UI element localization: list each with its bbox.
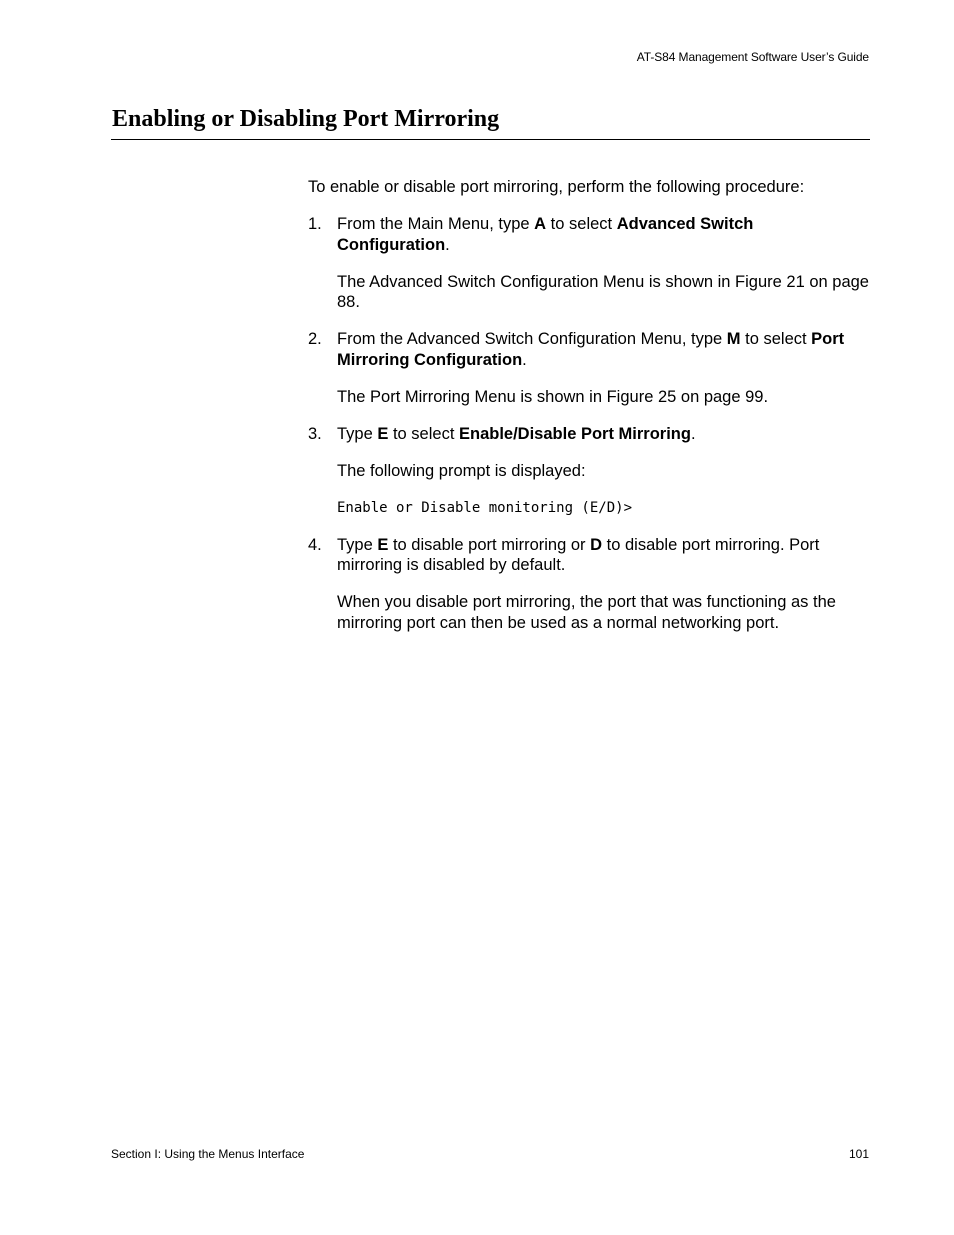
step-text: to disable port mirroring. Port mirroring is disabled by default. (337, 535, 820, 574)
console-prompt: Enable or Disable monitoring (E/D)> (337, 499, 633, 516)
step-number: 4. (308, 535, 322, 554)
step-3 (308, 424, 870, 519)
footer-section-label: Section I: Using the Menus Interface (111, 1147, 305, 1161)
step-key: E (377, 424, 389, 443)
step-text: to select (546, 215, 617, 233)
step-menu-option: Enable/Disable Port Mirroring (459, 424, 691, 443)
title-rule (111, 139, 870, 140)
step-note: The following prompt is displayed: (337, 461, 586, 480)
step-number: 1. (308, 215, 322, 233)
step-note: The Advanced Switch Configuration Menu is shown in Figure 21 on page 88. (337, 272, 869, 311)
step-key: M (726, 330, 741, 348)
step-instruction (337, 424, 870, 445)
step-text: to select (388, 424, 459, 443)
step-text: . (690, 424, 696, 443)
step-text: From the Advanced Switch Configuration Menu, type (337, 330, 727, 348)
step-instruction (337, 329, 870, 370)
step-instruction (337, 535, 870, 576)
step-number: 3. (308, 424, 322, 443)
step-menu-option: Port Mirroring Configuration (337, 330, 845, 369)
step-menu-option: Advanced Switch Configuration (337, 215, 754, 254)
step-text: From the Main Menu, type (337, 215, 535, 233)
step-text: . (445, 235, 450, 254)
running-header: AT-S84 Management Software User’s Guide (636, 50, 869, 64)
step-note: The Port Mirroring Menu is shown in Figure 25 on page 99. (337, 387, 769, 406)
step-2 (308, 329, 870, 407)
footer-page-number: 101 (848, 1147, 869, 1161)
step-text: Type (337, 535, 378, 554)
step-note: When you disable port mirroring, the port that was functioning as the mirroring port can then be used as a normal networking port. (337, 593, 836, 632)
section-title: Enabling or Disabling Port Mirroring (112, 106, 500, 132)
step-1 (308, 214, 870, 313)
step-4 (308, 535, 870, 634)
step-text: to disable port mirroring or (388, 535, 591, 554)
step-key: D (590, 535, 603, 554)
step-key: A (534, 215, 547, 233)
step-text: to select (740, 330, 812, 348)
intro-paragraph: To enable or disable port mirroring, perform the following procedure: (308, 178, 805, 196)
step-text: . (522, 350, 527, 369)
step-number: 2. (308, 330, 322, 348)
step-instruction (337, 214, 870, 255)
step-text: Type (337, 424, 378, 443)
procedure-body (308, 177, 870, 650)
step-key: E (377, 535, 389, 554)
